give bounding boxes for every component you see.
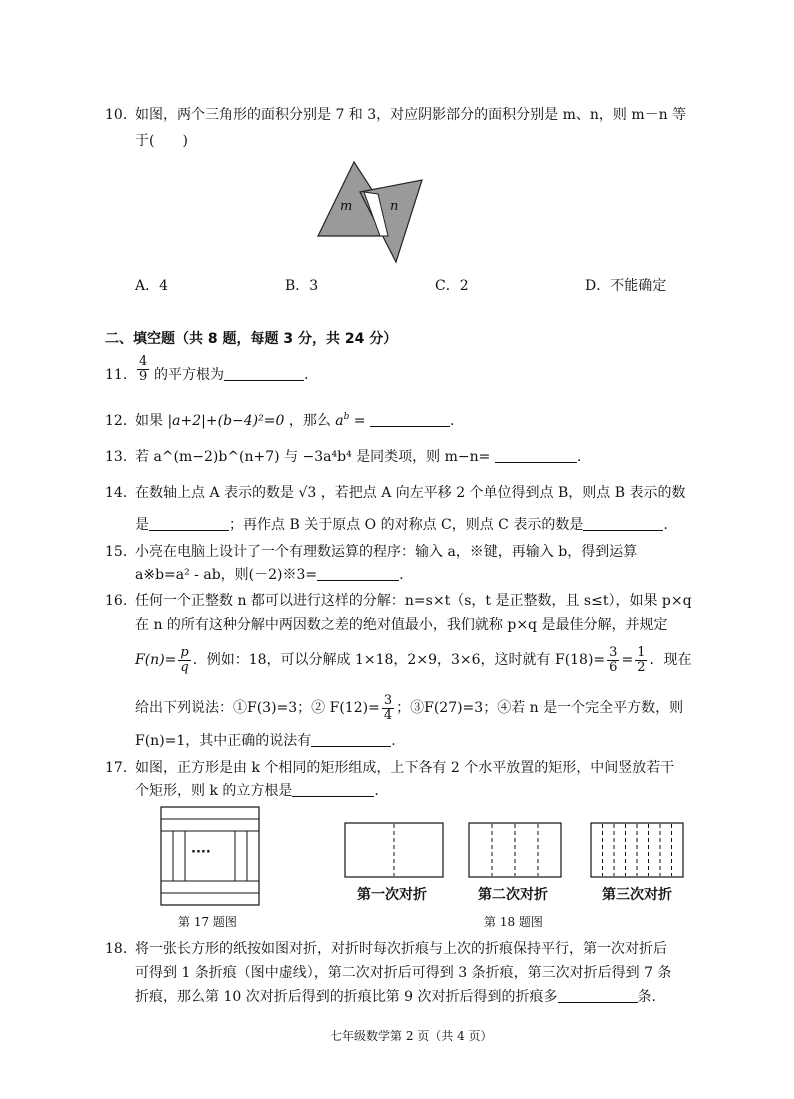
q17-text-line1: 如图，正方形是由 k 个相同的矩形组成，上下各有 2 个水平放置的矩形，中间竖放若干 (135, 760, 675, 776)
q11-text: 的平方根为 (154, 367, 224, 383)
q13-answer-blank[interactable] (495, 448, 577, 463)
q18-text-line2: 可得到 1 条折痕（图中虚线），第二次对折后可得到 3 条折痕，第三次对折后得到 7 条 (135, 965, 672, 981)
q16-text-line5: F(n)=1，其中正确的说法有 (135, 733, 312, 749)
q16-text-line1: 任何一个正整数 n 都可以进行这样的分解：n=s×t（s，t 是正整数，且 s≤t），如果 p×q (135, 593, 692, 609)
q18-number: 18． (105, 941, 137, 957)
q14-number: 14． (105, 485, 137, 501)
q14-text-line1: 在数轴上点 A 表示的数是 √3 ，若把点 A 向左平移 2 个单位得到点 B，则点 B 表示的数 (135, 485, 686, 501)
q13-text: 若 a^(m−2)b^(n+7) 与 −3a⁴b⁴ 是同类项，则 m−n= (135, 449, 491, 465)
q10-option-d: D．不能确定 (585, 278, 667, 294)
q18-text-line3: 折痕，那么第 10 次对折后得到的折痕比第 9 次对折后得到的折痕多 (135, 989, 558, 1005)
q17-number: 17． (105, 760, 137, 776)
q17-square-figure (160, 806, 260, 906)
q12-answer-blank[interactable] (370, 412, 450, 427)
q10-option-a: A．4 (135, 278, 169, 294)
q17-answer-blank[interactable] (292, 782, 374, 797)
section-title: 二、填空题（共 8 题，每题 3 分，共 24 分） (105, 331, 398, 347)
q18-caption: 第 18 题图 (484, 915, 543, 929)
q13-number: 13． (105, 449, 137, 465)
q15-answer-blank[interactable] (317, 566, 399, 581)
q10-number: 10． (105, 107, 137, 123)
q10-option-b: B．3 (285, 278, 319, 294)
q10-text-line2: 于( ) (135, 133, 188, 149)
q17-text-line2: 个矩形，则 k 的立方根是 (135, 783, 293, 799)
q14-answer-blank-1[interactable] (149, 516, 229, 531)
q15-text-line1: 小亮在电脑上设计了一个有理数运算的程序：输入 a，※键，再输入 b，得到运算 (135, 544, 638, 560)
label-n: n (390, 199, 399, 214)
q17-caption: 第 17 题图 (178, 915, 237, 929)
q11-fraction: $\frac{4}{9}$ (139, 354, 148, 384)
q18-text-line1: 将一张长方形的纸按如图对折，对折时每次折痕与上次的折痕保持平行，第一次对折后 (135, 941, 667, 957)
fold-figure-2 (468, 822, 562, 878)
q10-triangles-figure (310, 158, 470, 268)
fold-label-1: 第一次对折 (357, 887, 427, 903)
fold-label-2: 第二次对折 (478, 887, 548, 903)
q12-expression: |a+2|+(b−4)²=0 (167, 413, 285, 429)
q15-number: 15． (105, 544, 137, 560)
q10-option-c: C．2 (435, 278, 469, 294)
fold-label-3: 第三次对折 (602, 887, 672, 903)
label-m: m (340, 199, 353, 214)
q11-number: 11． (105, 367, 137, 383)
q16-text-line2: 在 n 的所有这种分解中两因数之差的绝对值最小，我们就称 p×q 是最佳分解，并规定 (135, 617, 668, 633)
q12-number: 12． (105, 413, 137, 429)
q16-number: 16． (105, 593, 137, 609)
q10-text-line1: 如图，两个三角形的面积分别是 7 和 3，对应阴影部分的面积分别是 m、n，则 m－n 等 (135, 107, 687, 123)
q18-answer-blank[interactable] (558, 988, 638, 1003)
q17-dots: ···· (191, 845, 211, 860)
q14-answer-blank-2[interactable] (583, 516, 663, 531)
q15-text-line2: a※b=a² - ab，则(－2)※3= (135, 567, 318, 583)
fold-figure-3 (590, 822, 684, 878)
page-footer: 七年级数学第 2 页（共 4 页） (330, 1029, 493, 1043)
fold-figure-1 (344, 822, 444, 878)
q11-answer-blank[interactable] (224, 366, 304, 381)
q16-answer-blank[interactable] (311, 732, 391, 747)
